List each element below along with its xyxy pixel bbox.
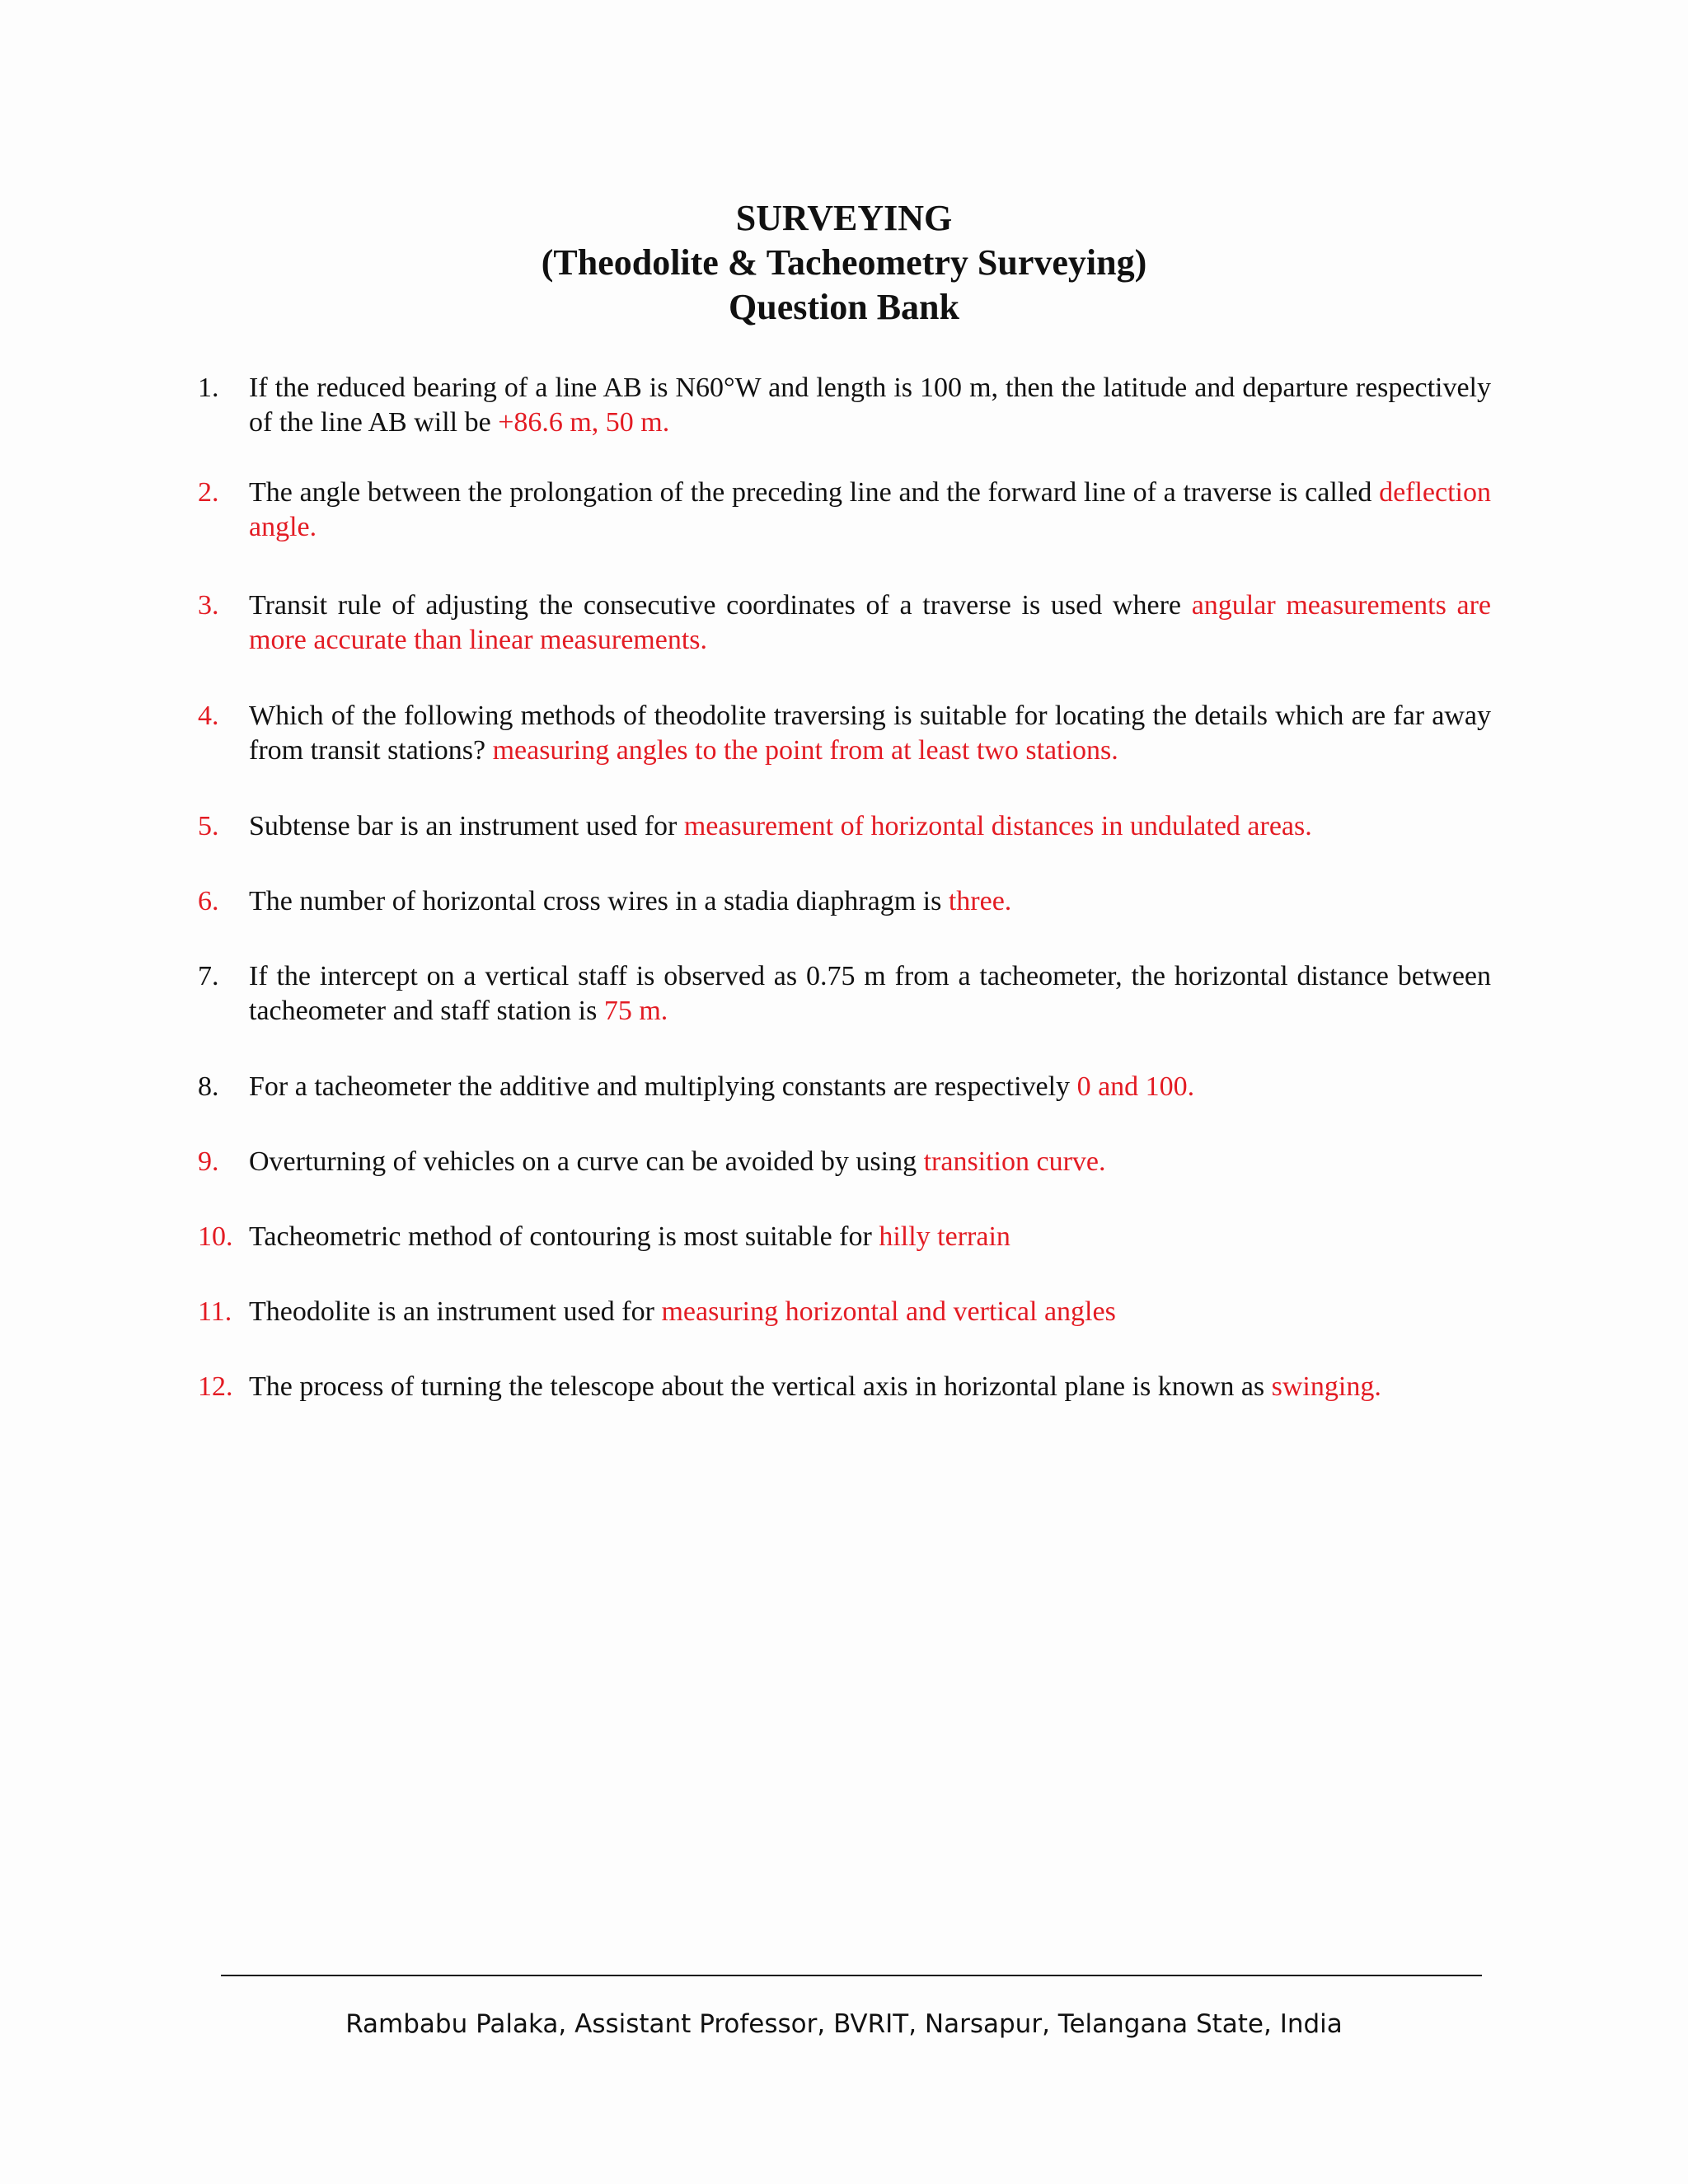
question-number: 6.	[198, 886, 219, 916]
document-heading: Question Bank	[729, 287, 959, 327]
question-text: If the intercept on a vertical staff is observed as 0.75 m from a tacheometer, the horizontal distance between tacheometer and staff station is	[249, 961, 1491, 1026]
question-number: 1.	[198, 373, 219, 403]
question-answer: swinging.	[1271, 1371, 1381, 1402]
question-text: Tacheometric method of contouring is most suitable for	[249, 1221, 879, 1252]
question-number: 9.	[198, 1146, 219, 1177]
question-text-block	[249, 1295, 1491, 1329]
question-number: 12.	[198, 1371, 233, 1402]
question-answer: 75 m.	[603, 996, 668, 1026]
question-answer: measuring angles to the point from at least two stations.	[492, 735, 1118, 766]
question-text: The number of horizontal cross wires in a stadia diaphragm is	[249, 886, 949, 916]
question-text-block	[249, 699, 1491, 768]
footer-divider	[221, 1975, 1482, 1976]
question-answer: hilly terrain	[879, 1221, 1010, 1252]
question-text-block	[249, 371, 1491, 440]
question-text-block	[249, 1220, 1491, 1254]
question-text-block	[249, 1370, 1491, 1404]
title-block	[0, 196, 1688, 330]
question-answer: measuring horizontal and vertical angles	[661, 1296, 1116, 1327]
question-number: 10.	[198, 1221, 233, 1252]
question-number: 7.	[198, 961, 219, 991]
question-text-block	[249, 884, 1491, 919]
question-text: The angle between the prolongation of the preceding line and the forward line of a traverse is called	[249, 477, 1380, 508]
question-number: 4.	[198, 701, 219, 731]
question-answer: 0 and 100.	[1076, 1071, 1195, 1102]
question-text: If the reduced bearing of a line AB is N60°W and length is 100 m, then the latitude and departure respectively of the line AB will be	[249, 373, 1491, 438]
question-answer: deflection angle.	[249, 477, 1491, 542]
question-answer: three.	[948, 886, 1012, 916]
document-subtitle: (Theodolite & Tacheometry Surveying)	[541, 242, 1147, 283]
question-number: 2.	[198, 477, 219, 508]
question-text-block	[249, 1070, 1491, 1104]
footer-credit: Rambabu Palaka, Assistant Professor, BVRIT, Narsapur, Telangana State, India	[345, 2009, 1343, 2039]
question-text: Overturning of vehicles on a curve can be avoided by using	[249, 1146, 924, 1177]
question-text-block	[249, 809, 1491, 844]
question-text: The process of turning the telescope about the vertical axis in horizontal plane is known as	[249, 1371, 1272, 1402]
question-number: 8.	[198, 1071, 219, 1102]
question-text-block	[249, 1145, 1491, 1179]
document-title: SURVEYING	[735, 198, 953, 238]
question-number: 11.	[198, 1296, 232, 1327]
question-answer: measurement of horizontal distances in undulated areas.	[683, 811, 1312, 841]
question-number: 5.	[198, 811, 219, 841]
question-number: 3.	[198, 590, 219, 621]
question-answer: +86.6 m, 50 m.	[498, 407, 670, 438]
question-text-block	[249, 588, 1491, 658]
question-text: Transit rule of adjusting the consecutive coordinates of a traverse is used where	[249, 590, 1192, 621]
question-text: Which of the following methods of theodolite traversing is suitable for locating the details which are far away from transit stations?	[249, 701, 1491, 766]
question-text-block	[249, 476, 1491, 545]
question-text-block	[249, 959, 1491, 1029]
question-answer: transition curve.	[923, 1146, 1106, 1177]
question-text: Subtense bar is an instrument used for	[249, 811, 684, 841]
question-text: Theodolite is an instrument used for	[249, 1296, 662, 1327]
question-answer: angular measurements are more accurate than linear measurements.	[249, 590, 1491, 655]
question-text: For a tacheometer the additive and multiplying constants are respectively	[249, 1071, 1077, 1102]
